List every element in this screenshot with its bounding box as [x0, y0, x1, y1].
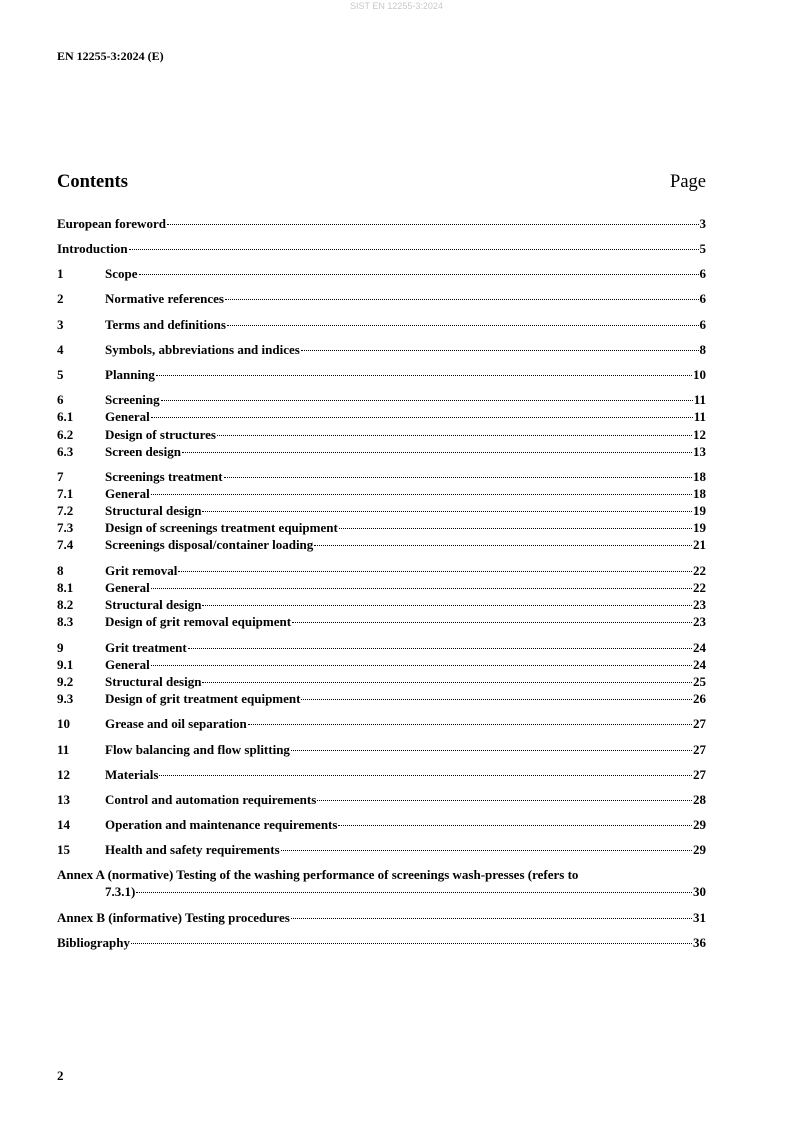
dot-leader — [291, 750, 692, 751]
toc-entry-title: Health and safety requirements — [105, 842, 280, 857]
dot-leader — [139, 274, 699, 275]
toc-entry-title: Planning — [105, 367, 155, 382]
dot-leader — [281, 850, 692, 851]
toc-entry-page: 8 — [699, 342, 706, 357]
dot-leader — [317, 800, 692, 801]
toc-entry[interactable] — [57, 792, 706, 808]
toc-entry[interactable] — [57, 817, 706, 833]
toc-entry-title: Flow balancing and flow splitting — [105, 742, 290, 757]
toc-entry-page: 27 — [693, 716, 706, 731]
document-id: EN 12255-3:2024 (E) — [57, 49, 164, 63]
toc-entry-page: 6 — [699, 291, 706, 306]
toc-entry-page: 18 — [693, 469, 706, 484]
toc-entry[interactable] — [57, 657, 706, 673]
dot-leader — [151, 665, 692, 666]
toc-entry[interactable] — [57, 767, 706, 783]
dot-leader — [159, 775, 692, 776]
dot-leader — [129, 249, 699, 250]
toc-entry-page: 25 — [693, 674, 706, 689]
dot-leader — [338, 825, 692, 826]
toc-entry[interactable] — [57, 291, 706, 307]
dot-leader — [291, 918, 692, 919]
toc-entry-number: 6.1 — [57, 409, 74, 424]
toc-entry-number: 7.2 — [57, 503, 74, 518]
toc-entry-title: Materials — [105, 767, 159, 782]
toc-entry-number: 3 — [57, 317, 64, 332]
toc-entry-page: 28 — [693, 792, 706, 807]
dot-leader — [151, 494, 692, 495]
toc-entry-number: 6 — [57, 392, 64, 407]
toc-entry-title: Screening — [105, 392, 160, 407]
toc-entry-page: 24 — [693, 657, 706, 672]
dot-leader — [156, 375, 692, 376]
toc-entry-bibliography[interactable] — [57, 935, 706, 951]
toc-entry-page: 29 — [693, 817, 706, 832]
toc-entry-number: 7.3 — [57, 520, 74, 535]
toc-entry-number: 9.3 — [57, 691, 74, 706]
toc-entry-page: 21 — [693, 537, 706, 552]
toc-entry-title: General — [105, 657, 150, 672]
toc-entry-title: Introduction — [57, 241, 128, 256]
toc-entry-page: 6 — [699, 266, 706, 281]
toc-entry-title: Symbols, abbreviations and indices — [105, 342, 300, 357]
toc-entry-title: Grease and oil separation — [105, 716, 247, 731]
toc-entry-title: Control and automation requirements — [105, 792, 317, 807]
toc-entry-title: General — [105, 486, 150, 501]
toc-entry[interactable] — [57, 469, 706, 485]
toc-entry[interactable] — [57, 674, 706, 690]
dot-leader — [202, 682, 692, 683]
toc-entry-page: 11 — [693, 409, 706, 424]
dot-leader — [161, 400, 693, 401]
dot-leader — [188, 648, 692, 649]
toc-entry-title: Bibliography — [57, 935, 130, 950]
toc-entry[interactable] — [57, 409, 706, 425]
toc-entry-title: Design of grit treatment equipment — [105, 691, 301, 706]
dot-leader — [292, 622, 692, 623]
dot-leader — [202, 511, 692, 512]
toc-entry[interactable] — [57, 427, 706, 443]
toc-entry-number: 7.4 — [57, 537, 74, 552]
toc-entry[interactable] — [57, 580, 706, 596]
toc-entry-title: Structural design — [105, 674, 202, 689]
toc-entry[interactable] — [57, 266, 706, 282]
toc-entry-number: 8 — [57, 563, 64, 578]
toc-entry-number: 4 — [57, 342, 64, 357]
toc-entry-page: 19 — [693, 503, 706, 518]
contents-heading — [57, 172, 706, 196]
dot-leader — [225, 299, 699, 300]
dot-leader — [136, 892, 692, 893]
toc-entry-page: 6 — [699, 317, 706, 332]
toc-entry-page: 18 — [693, 486, 706, 501]
toc-entry-page: 27 — [693, 742, 706, 757]
toc-entry[interactable] — [57, 614, 706, 630]
dot-leader — [248, 724, 692, 725]
toc-entry[interactable] — [57, 537, 706, 553]
toc-entry-annex-b[interactable] — [57, 910, 706, 926]
toc-entry-number: 11 — [57, 742, 70, 757]
toc-entry[interactable] — [57, 716, 706, 732]
dot-leader — [227, 325, 699, 326]
toc-entry-number: 9.2 — [57, 674, 74, 689]
toc-entry-page: 11 — [693, 392, 706, 407]
toc-entry[interactable] — [57, 563, 706, 579]
toc-entry-page: 29 — [693, 842, 706, 857]
watermark: SIST EN 12255-3:2024 — [350, 1, 443, 11]
toc-entry-page: 10 — [693, 367, 706, 382]
toc-entry-page: 22 — [693, 580, 706, 595]
toc-entry-page: 31 — [693, 910, 706, 925]
toc-entry-number: 5 — [57, 367, 64, 382]
toc-entry[interactable] — [57, 640, 706, 656]
toc-entry-page: 13 — [693, 444, 706, 459]
toc-entry-number: 15 — [57, 842, 70, 857]
toc-entry-number: 6.3 — [57, 444, 74, 459]
toc-entry-title: Annex B (informative) Testing procedures — [57, 910, 290, 925]
toc-entry-number: 10 — [57, 716, 70, 731]
toc-entry[interactable] — [57, 520, 706, 536]
toc-entry-page: 26 — [693, 691, 706, 706]
toc-entry-number: 9 — [57, 640, 64, 655]
toc-entry-page: 36 — [693, 935, 706, 950]
toc-entry-page: 22 — [693, 563, 706, 578]
toc-entry-number: 7 — [57, 469, 64, 484]
toc-entry[interactable] — [57, 216, 706, 232]
toc-entry-title: Grit treatment — [105, 640, 187, 655]
dot-leader — [314, 545, 692, 546]
toc-entry-page: 23 — [693, 614, 706, 629]
toc-entry-title: Design of structures — [105, 427, 216, 442]
toc-entry-number: 13 — [57, 792, 70, 807]
toc-entry-title: Structural design — [105, 503, 202, 518]
dot-leader — [301, 699, 692, 700]
dot-leader — [202, 605, 692, 606]
toc-entry-page: 30 — [693, 884, 706, 899]
toc-entry-title: Screen design — [105, 444, 181, 459]
toc-entry-number: 8.3 — [57, 614, 74, 629]
page-number: 2 — [57, 1068, 64, 1083]
dot-leader — [131, 943, 692, 944]
toc-entry[interactable] — [57, 342, 706, 358]
dot-leader — [217, 435, 692, 436]
toc-entry[interactable] — [57, 742, 706, 758]
toc-entry-page: 27 — [693, 767, 706, 782]
toc-entry-number: 7.1 — [57, 486, 74, 501]
dot-leader — [301, 350, 699, 351]
toc-entry[interactable] — [57, 317, 706, 333]
toc-entry-title: Terms and definitions — [105, 317, 226, 332]
toc-entry[interactable] — [57, 842, 706, 858]
toc-entry-annex-a[interactable] — [105, 884, 706, 900]
toc-entry-page: 23 — [693, 597, 706, 612]
toc-entry-number: 8.2 — [57, 597, 74, 612]
dot-leader — [224, 477, 692, 478]
dot-leader — [151, 588, 692, 589]
toc-entry[interactable] — [57, 392, 706, 408]
toc-entry-title: Design of grit removal equipment — [105, 614, 292, 629]
dot-leader — [182, 452, 692, 453]
dot-leader — [178, 571, 692, 572]
contents-title: Contents — [57, 172, 128, 192]
toc-entry[interactable] — [57, 241, 706, 257]
dot-leader — [339, 528, 692, 529]
page-column-label: Page — [670, 172, 706, 192]
toc-entry-title: 7.3.1) — [105, 884, 136, 899]
toc-entry-title: Screenings disposal/container loading — [105, 537, 314, 552]
toc-entry[interactable] — [57, 444, 706, 460]
toc-entry[interactable] — [57, 597, 706, 613]
toc-entry-title: Structural design — [105, 597, 202, 612]
toc-entry-title: Normative references — [105, 291, 224, 306]
toc-entry-title: European foreword — [57, 216, 166, 231]
toc-entry-page: 5 — [699, 241, 706, 256]
toc-entry-title: Scope — [105, 266, 138, 281]
toc-entry-page: 12 — [693, 427, 706, 442]
toc-entry-page: 19 — [693, 520, 706, 535]
toc-entry-number: 12 — [57, 767, 70, 782]
dot-leader — [167, 224, 699, 225]
toc-entry-title: Grit removal — [105, 563, 178, 578]
toc-entry[interactable] — [57, 691, 706, 707]
toc-entry-page: 3 — [699, 216, 706, 231]
toc-entry-number: 2 — [57, 291, 64, 306]
toc-entry-title: Operation and maintenance requirements — [105, 817, 338, 832]
toc-entry-title: General — [105, 409, 150, 424]
toc-entry-title: General — [105, 580, 150, 595]
toc-entry[interactable] — [57, 503, 706, 519]
toc-entry-number: 9.1 — [57, 657, 74, 672]
toc-entry[interactable] — [57, 486, 706, 502]
dot-leader — [151, 417, 693, 418]
toc-entry-number: 14 — [57, 817, 70, 832]
toc-entry-number: 8.1 — [57, 580, 74, 595]
toc-entry-page: 24 — [693, 640, 706, 655]
toc-entry-title: Design of screenings treatment equipment — [105, 520, 338, 535]
toc-entry-title: Screenings treatment — [105, 469, 223, 484]
toc-entry-number: 1 — [57, 266, 64, 281]
toc-entry[interactable] — [57, 367, 706, 383]
toc-entry-number: 6.2 — [57, 427, 74, 442]
toc-entry-annex-a-line1[interactable]: Annex A (normative) Testing of the washing performance of screenings wash-presses (refers to — [57, 867, 579, 882]
